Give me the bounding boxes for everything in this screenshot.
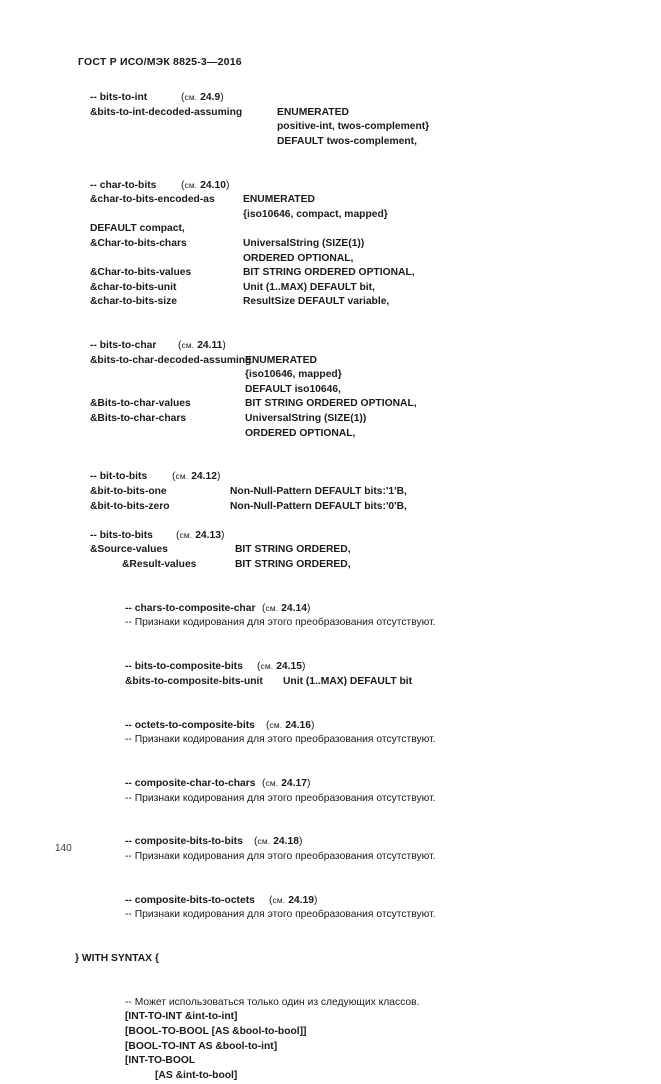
decl-row xyxy=(0,267,661,282)
decl-row xyxy=(0,486,661,501)
syntax-line xyxy=(0,1026,661,1041)
ref-number: 24.12 xyxy=(191,471,217,483)
syntax-line xyxy=(0,1011,661,1026)
see-ref: (см. 24.18) xyxy=(254,836,303,848)
see-ref: (см. 24.17) xyxy=(262,777,311,789)
no-encoding-note: -- Признаки кодирования для этого преобразования отсутствуют. xyxy=(125,850,436,862)
decl-right: BIT STRING ORDERED, xyxy=(235,559,351,570)
decl-row xyxy=(0,428,661,443)
comment-line xyxy=(0,836,661,851)
spacer xyxy=(0,705,661,720)
decl-row xyxy=(0,501,661,516)
syntax-text: [BOOL-TO-INT AS &bool-to-int] xyxy=(125,1040,278,1052)
decl-row xyxy=(0,194,661,209)
syntax-line xyxy=(0,1055,661,1070)
spacer xyxy=(0,924,661,939)
see-abbrev: см. xyxy=(175,471,189,482)
comment-line xyxy=(0,778,661,793)
spacer xyxy=(0,647,661,662)
decl-row xyxy=(0,107,661,122)
ref-number: 24.14 xyxy=(281,602,307,614)
decl-right: ORDERED OPTIONAL, xyxy=(243,252,354,264)
decl-right: ENUMERATED xyxy=(277,106,349,118)
decl-right: Non-Null-Pattern DEFAULT bits:'1'B, xyxy=(230,486,407,498)
decl-left: &bits-to-composite-bits-unit xyxy=(125,675,263,687)
comment-line xyxy=(0,340,661,355)
syntax-line xyxy=(0,1041,661,1056)
comment-text: -- bit-to-bits xyxy=(90,471,148,483)
comment-text: -- composite-bits-to-octets xyxy=(125,894,255,906)
decl-right: ENUMERATED xyxy=(243,194,315,206)
comment-text: -- octets-to-composite-bits xyxy=(125,719,255,731)
decl-right: Non-Null-Pattern DEFAULT bits:'0'B, xyxy=(230,500,407,512)
comment-text: -- char-to-bits xyxy=(90,179,157,191)
spacer xyxy=(0,749,661,764)
spacer xyxy=(0,442,661,457)
decl-row xyxy=(0,355,661,370)
decl-right: BIT STRING ORDERED, xyxy=(235,544,351,556)
decl-left: &char-to-bits-unit xyxy=(90,281,177,293)
spacer xyxy=(0,690,661,705)
decl-right: {iso10646, compact, mapped} xyxy=(243,208,388,220)
comment-line xyxy=(0,895,661,910)
note-line xyxy=(0,617,661,632)
decl-row xyxy=(0,253,661,268)
syntax-text: [AS &int-to-bool] xyxy=(155,1069,238,1081)
syntax-line xyxy=(0,1070,661,1084)
document-body xyxy=(0,92,661,1084)
comment-text: -- bits-to-bits xyxy=(90,529,153,541)
see-abbrev: см. xyxy=(179,529,193,540)
see-abbrev: см. xyxy=(181,340,195,351)
decl-row xyxy=(0,209,661,224)
decl-right: UniversalString (SIZE(1)) xyxy=(245,413,367,425)
comment-line xyxy=(0,661,661,676)
see-abbrev: см. xyxy=(184,179,198,190)
see-ref: (см. 24.13) xyxy=(176,529,225,541)
spacer xyxy=(0,326,661,341)
decl-right: ResultSize DEFAULT variable, xyxy=(243,296,390,308)
note-line xyxy=(0,793,661,808)
decl-row xyxy=(0,676,661,691)
comment-text: -- chars-to-composite-char xyxy=(125,602,256,614)
comment-line xyxy=(0,180,661,195)
decl-left: &Source-values xyxy=(90,544,168,556)
syntax-text: [BOOL-TO-BOOL [AS &bool-to-bool]] xyxy=(125,1026,307,1037)
ref-number: 24.13 xyxy=(195,529,221,541)
ref-number: 24.10 xyxy=(200,179,226,191)
with-syntax-header-line xyxy=(0,953,661,968)
spacer xyxy=(0,880,661,895)
decl-row xyxy=(0,384,661,399)
no-encoding-note: -- Признаки кодирования для этого преобразования отсутствуют. xyxy=(125,617,436,629)
decl-row xyxy=(0,398,661,413)
comment-text: -- composite-char-to-chars xyxy=(125,777,256,789)
ref-number: 24.15 xyxy=(276,661,302,673)
decl-right: ENUMERATED xyxy=(245,354,317,366)
decl-row xyxy=(0,136,661,151)
comment-line xyxy=(0,720,661,735)
spacer xyxy=(0,982,661,997)
decl-row xyxy=(0,282,661,297)
page-header: ГОСТ Р ИСО/МЭК 8825-3—2016 xyxy=(78,56,242,68)
spacer xyxy=(0,968,661,983)
syntax-text: [INT-TO-INT &int-to-int] xyxy=(125,1011,238,1023)
decl-left: &Char-to-bits-chars xyxy=(90,237,187,249)
decl-left: &bits-to-int-decoded-assuming xyxy=(90,106,243,118)
decl-left: DEFAULT compact, xyxy=(90,223,185,235)
comment-text: -- bits-to-composite-bits xyxy=(125,661,243,673)
comment-line xyxy=(0,471,661,486)
see-abbrev: см. xyxy=(260,661,274,672)
decl-left: &bit-to-bits-one xyxy=(90,486,167,498)
decl-row xyxy=(0,238,661,253)
see-abbrev: см. xyxy=(265,777,279,788)
decl-right: Unit (1..MAX) DEFAULT bit xyxy=(283,675,413,687)
ref-number: 24.17 xyxy=(281,777,307,789)
comment-line xyxy=(0,603,661,618)
spacer xyxy=(0,457,661,472)
decl-row xyxy=(0,544,661,559)
comment-line xyxy=(0,530,661,545)
ref-number: 24.11 xyxy=(197,340,223,352)
decl-right: ORDERED OPTIONAL, xyxy=(245,427,356,439)
decl-row xyxy=(0,413,661,428)
decl-left: &Result-values xyxy=(122,559,197,570)
decl-right: DEFAULT twos-complement, xyxy=(277,135,417,147)
comment-text: -- composite-bits-to-bits xyxy=(125,836,243,848)
decl-left: &Char-to-bits-values xyxy=(90,267,192,279)
spacer xyxy=(0,311,661,326)
page-number: 140 xyxy=(55,843,72,854)
decl-left: &char-to-bits-encoded-as xyxy=(90,194,215,206)
with-syntax-header: } WITH SYNTAX { xyxy=(75,953,159,965)
note-line xyxy=(0,909,661,924)
decl-right: positive-int, twos-complement} xyxy=(277,121,430,133)
decl-left: &bit-to-bits-zero xyxy=(90,500,170,512)
comment-line xyxy=(0,92,661,107)
decl-right: BIT STRING ORDERED OPTIONAL, xyxy=(243,267,415,279)
note-line xyxy=(0,734,661,749)
see-ref: (см. 24.19) xyxy=(269,894,318,906)
decl-row xyxy=(0,369,661,384)
decl-row xyxy=(0,296,661,311)
note-line xyxy=(0,997,661,1012)
decl-left: &char-to-bits-size xyxy=(90,296,177,308)
comment-text: -- bits-to-char xyxy=(90,340,157,352)
no-encoding-note: -- Признаки кодирования для этого преобразования отсутствуют. xyxy=(125,909,436,921)
spacer xyxy=(0,574,661,589)
ref-number: 24.16 xyxy=(285,719,311,731)
see-ref: (см. 24.9) xyxy=(181,92,224,103)
ref-number: 24.9 xyxy=(200,92,221,103)
see-abbrev: см. xyxy=(265,602,279,613)
spacer xyxy=(0,938,661,953)
no-encoding-note: -- Признаки кодирования для этого преобразования отсутствуют. xyxy=(125,792,436,804)
spacer xyxy=(0,865,661,880)
see-ref: (см. 24.16) xyxy=(266,719,315,731)
decl-row xyxy=(0,121,661,136)
decl-row xyxy=(0,223,661,238)
syntax-text: [INT-TO-BOOL xyxy=(125,1055,196,1067)
decl-row xyxy=(0,559,661,574)
decl-left: &Bits-to-char-values xyxy=(90,398,191,410)
see-abbrev: см. xyxy=(257,836,271,847)
see-abbrev: см. xyxy=(272,894,286,905)
no-encoding-note: -- Признаки кодирования для этого преобразования отсутствуют. xyxy=(125,734,436,746)
decl-right: {iso10646, mapped} xyxy=(245,369,342,381)
spacer xyxy=(0,822,661,837)
see-ref: (см. 24.12) xyxy=(172,471,221,483)
see-ref: (см. 24.15) xyxy=(257,661,306,673)
see-abbrev: см. xyxy=(269,719,283,730)
spacer xyxy=(0,150,661,165)
decl-left: &bits-to-char-decoded-assuming xyxy=(90,354,252,366)
ref-number: 24.18 xyxy=(273,836,299,848)
spacer xyxy=(0,588,661,603)
spacer xyxy=(0,515,661,530)
decl-right: DEFAULT iso10646, xyxy=(245,383,341,395)
see-ref: (см. 24.11) xyxy=(178,340,226,352)
see-ref: (см. 24.10) xyxy=(181,179,230,191)
decl-right: BIT STRING ORDERED OPTIONAL, xyxy=(245,398,417,410)
spacer xyxy=(0,763,661,778)
spacer xyxy=(0,807,661,822)
spacer xyxy=(0,632,661,647)
decl-left: &Bits-to-char-chars xyxy=(90,413,187,425)
with-syntax-note: -- Может использоваться только один из следующих классов. xyxy=(125,996,420,1008)
comment-text: -- bits-to-int xyxy=(90,92,148,103)
see-abbrev: см. xyxy=(184,92,198,102)
note-line xyxy=(0,851,661,866)
decl-right: Unit (1..MAX) DEFAULT bit, xyxy=(243,281,375,293)
see-ref: (см. 24.14) xyxy=(262,602,311,614)
ref-number: 24.19 xyxy=(288,894,314,906)
spacer xyxy=(0,165,661,180)
decl-right: UniversalString (SIZE(1)) xyxy=(243,237,365,249)
